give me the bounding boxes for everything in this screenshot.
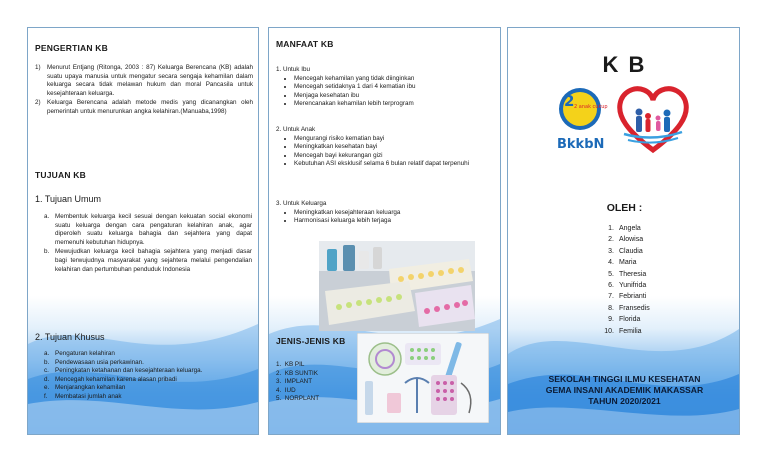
heading-jenis: JENIS-JENIS KB [276,336,346,346]
panel-pengertian-tujuan [27,27,259,435]
list-item: 10. Femilia [604,327,642,335]
heading-pengertian: PENGERTIAN KB [35,43,108,53]
list-item: • Mencegah kehamilan yang tidak diinginkan [294,75,498,84]
list-item: 2) Keluarga Berencana adalah metode medis yang dicanangkan oleh pemerintah untuk menurunkan angka kelahiran.(Manuaba,1998) [35,99,253,115]
list-item: a. Membentuk keluarga kecil sesuai dengan kekuatan social ekonomi suatu keluarga dengan cara pengaturan kelahiran anak, agar diperoleh suatu keluarga bahagia dan sejahtera yang dapat memenuhi kebutuhan hidupnya. [44,213,252,246]
list-item: • Mengurangi risiko kematian bayi [294,135,498,144]
list-item: a. Pengaturan kelahiran [44,350,115,357]
institution-line-2: GEMA INSANI AKADEMIK MAKASSAR [545,385,704,395]
jenis-list [276,361,319,404]
institution-line-1: SEKOLAH TINGGI ILMU KESEHATAN [548,374,701,384]
list-item: 7. Febrianti [608,293,647,301]
list-item: 5. Theresia [608,270,647,278]
panel-cover [507,27,740,435]
list-item: 9. Florida [608,316,641,324]
list-item: 4. IUD [276,386,296,394]
manfaat-group-anak: 2. Untuk Anak • Mengurangi risiko kematian bayi • Meningkatkan kesehatan bayi • Mencegah bayi kekurangan gizi • Kebutuhan ASI eksklusif selama 6 bulan relatif dapat terpenuhi [276,126,498,169]
tujuan-khusus-list [44,350,252,402]
list-item: e. Menjarangkan kehamilan [44,384,126,392]
heading-manfaat: MANFAAT KB [276,39,334,49]
cover-title: K B [602,52,647,77]
bkkbn-text: BkkbN [557,137,605,152]
list-item: 2. KB SUNTIK [276,369,319,377]
institution-year: TAHUN 2020/2021 [588,396,661,406]
contraceptive-methods-photo [357,333,489,423]
list-item: • Menjaga kesehatan ibu [294,92,498,101]
svg-text:2: 2 [564,92,575,110]
tujuan-umum-list [44,213,252,274]
subheading-tujuan-khusus: 2. Tujuan Khusus [35,332,105,342]
list-item: 6. Yunifrida [608,282,647,290]
svg-text:2 anak cukup: 2 anak cukup [574,104,608,110]
list-item: • Merencanakan kehamilan lebih terprogram [294,100,498,109]
list-item: 4. Maria [608,259,637,267]
family-heart-logo [616,82,690,154]
bkkbn-logo [554,84,610,154]
list-item: • Mencegah setidaknya 1 dari 4 kematian ibu [294,83,498,92]
pengertian-list [35,64,253,117]
list-item: 2. Alowisa [608,236,644,244]
heading-tujuan: TUJUAN KB [35,170,86,180]
list-item: • Kebutuhan ASI eksklusif selama 6 bulan relatif dapat terpenuhi [294,160,498,169]
manfaat-group-keluarga: 3. Untuk Keluarga • Meningkatkan kesejahteraan keluarga • Harmonisasi keluarga lebih terjaga [276,200,498,226]
list-item: 8. Fransedis [608,304,650,312]
list-item: d. Mencegah kehamilan karena alasan pribadi [44,375,177,383]
list-item: 1) Menurut Entjang (Ritonga, 2003 : 87) Keluarga Berencana (KB) adalah suatu upaya manusia untuk mengatur secara sengaja kehamilan dalam keluarga secara tidak melawan hukum dan moral Pancasila untuk kesejahteraan keluarga. [35,64,253,97]
list-item: • Mencegah bayi kekurangan gizi [294,152,498,161]
list-item: • Harmonisasi keluarga lebih terjaga [294,217,498,226]
list-item: b. Mewujudkan keluarga kecil bahagia sejahtera yang menjadi dasar bagi terwujudnya masyarakat yang sejahtera melalui pengendalian kelahiran dan pertumbuhan penduduk Indonesia [44,248,252,273]
list-item: 5. NORPLANT [276,395,320,403]
subheading-tujuan-umum: 1. Tujuan Umum [35,194,102,204]
institution-block [508,374,740,407]
list-item: 3. IMPLANT [276,378,313,386]
list-item: 1. Angela [608,225,641,232]
list-item: 3. Claudia [608,247,643,255]
manfaat-group-ibu: 1. Untuk Ibu • Mencegah kehamilan yang tidak diinginkan • Mencegah setidaknya 1 dari 4 kematian ibu • Menjaga kesehatan ibu • Merencanakan kehamilan lebih terprogram [276,66,498,109]
list-item: • Meningkatkan kesehatan bayi [294,143,498,152]
contraceptive-pills-photo [319,241,475,331]
list-item: • Meningkatkan kesejahteraan keluarga [294,209,498,218]
list-item: c. Peningkatan ketahanan dan kesejahteraan keluarga. [44,367,203,375]
list-item: b. Pendewasaan usia perkawinan. [44,358,144,366]
list-item: 1. KB PIL [276,361,305,368]
list-item: f. Membatasi jumlah anak [44,392,122,400]
members-list [600,223,650,337]
oleh-label: OLEH : [606,202,643,214]
